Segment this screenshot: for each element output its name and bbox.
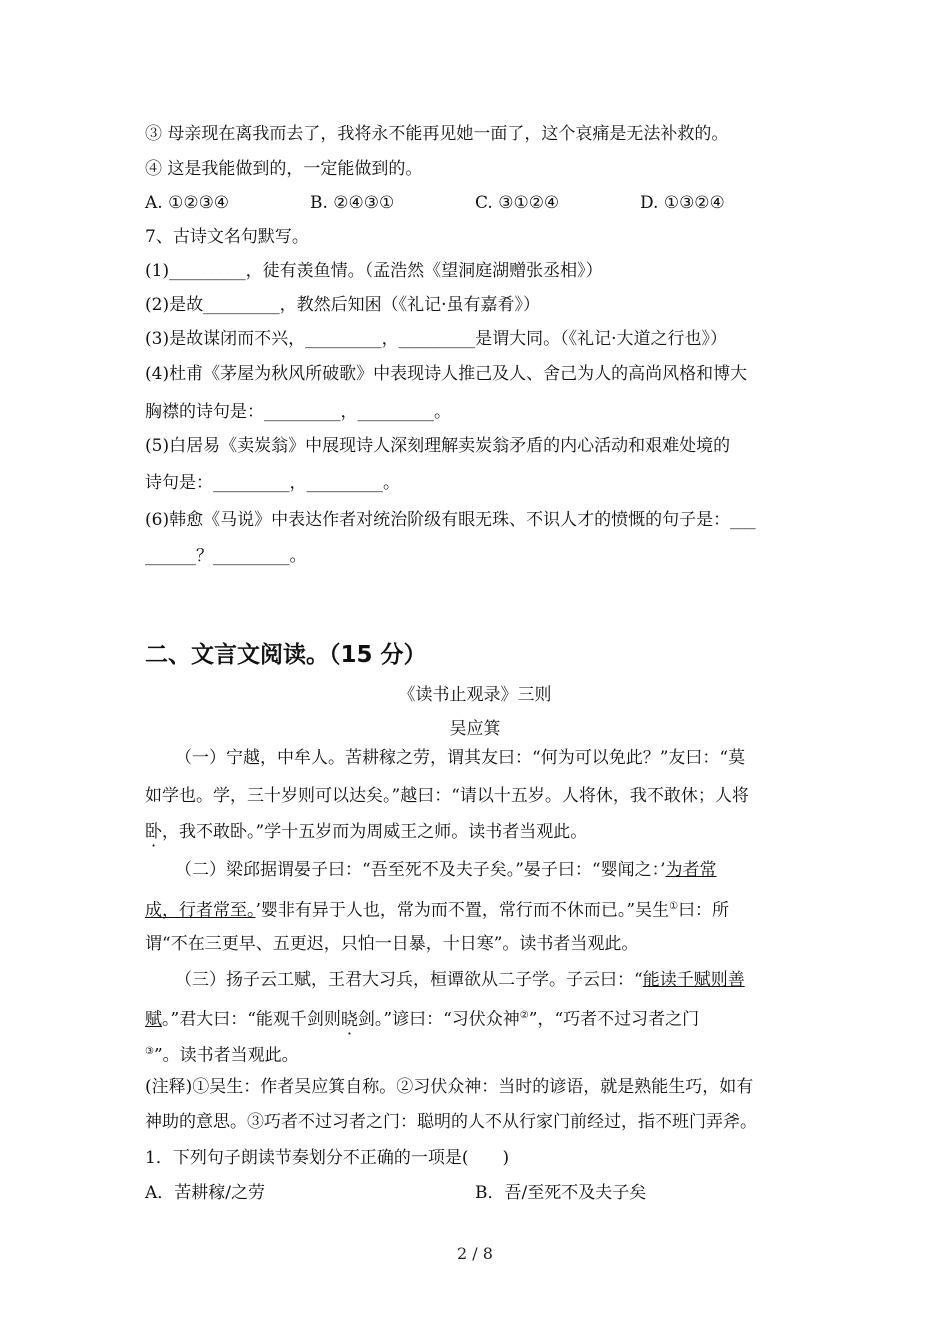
passage-1-line-3 bbox=[145, 820, 587, 844]
page-number: 2 / 8 bbox=[457, 1244, 493, 1263]
q7-line-6a: (6)韩愈《马说》中表达作者对统治阶级有眼无珠、不识人才的愤慨的句子是：___ bbox=[145, 510, 756, 530]
passage-2-line-3: 谓“不在三更早、五更迟，只怕一日暴，十日寒”。读书者当观此。 bbox=[145, 934, 639, 954]
notes-line-1: (注释)①吴生：作者吴应箕自称。②习伏众神：当时的谚语，就是熟能生巧，如有 bbox=[145, 1077, 754, 1097]
text-author: 吴应箕 bbox=[449, 719, 501, 739]
footnote-mark: ① bbox=[669, 901, 679, 912]
passage-2-line-1 bbox=[175, 858, 716, 882]
text-title: 《读书止观录》三则 bbox=[398, 685, 552, 705]
q7-line-1: (1)_________，徒有羡鱼情。（孟浩然《望洞庭湖赠张丞相》） bbox=[145, 261, 603, 281]
question-1-option-b: B．吾/至死不及夫子矣 bbox=[475, 1183, 647, 1203]
footnote-mark: ③ bbox=[145, 1046, 154, 1057]
passage-3-text: ”。读书者当观此。 bbox=[153, 1045, 299, 1066]
q7-line-3: (3)是故谋闭而不兴，_________，_________是谓大同。（《礼记·大道之行也》） bbox=[145, 329, 727, 349]
passage-3-line-3 bbox=[145, 1040, 299, 1068]
passage-3-line-1 bbox=[175, 968, 745, 992]
question-1: 1．下列句子朗读节奏划分不正确的一项是( ) bbox=[145, 1148, 510, 1168]
underlined-text: 能读千赋则善 bbox=[642, 970, 745, 990]
passage-1-line-3-text: ，我不敢卧。”学十五岁而为周威王之师。读书者当观此。 bbox=[162, 822, 588, 842]
underlined-text: 成，行者常至。 bbox=[145, 900, 256, 921]
q7-title: 7、古诗文名句默写。 bbox=[145, 227, 309, 247]
emphasis-char: 晓 bbox=[340, 1009, 358, 1030]
q7-line-6b: ______？_________。 bbox=[145, 546, 307, 566]
underlined-text: 赋 bbox=[145, 1009, 162, 1030]
emphasis-char: 卧 bbox=[145, 822, 162, 842]
passage-1-line-2: 如学也。学，三十岁则可以达矣。”越曰：“请以十五岁。人将休，我不敢休；人将 bbox=[145, 786, 749, 806]
q6-option-b: B. ②④③① bbox=[310, 193, 395, 213]
underlined-text: 为者常 bbox=[665, 860, 717, 880]
passage-3-text: 剑。”谚曰：“习伏众神 bbox=[357, 1009, 520, 1030]
q6-item-3: ③ 母亲现在离我而去了，我将永不能再见她一面了，这个哀痛是无法补救的。 bbox=[145, 124, 729, 144]
passage-1-line-1: （一）宁越，中牟人。苦耕稼之劳，谓其友曰：“何为可以免此？”友曰：“莫 bbox=[175, 748, 746, 768]
footnote-mark: ② bbox=[519, 1010, 529, 1021]
q7-line-5b: 诗句是：_________，_________。 bbox=[145, 473, 400, 493]
q6-option-a: A. ①②③④ bbox=[145, 193, 230, 213]
notes-line-2: 神助的意思。③巧者不过习者之门：聪明的人不从行家门前经过，指不班门弄斧。 bbox=[145, 1112, 757, 1132]
passage-3-text: 。”君大曰：“能观千剑则 bbox=[162, 1009, 341, 1030]
passage-3-text: ”，“巧者不过习者之门 bbox=[528, 1009, 700, 1030]
q6-option-c: C. ③①②④ bbox=[475, 193, 560, 213]
passage-2-text: （二）梁邱据谓晏子曰：“吾至死不及夫子矣。”晏子曰：“婴闻之：’ bbox=[175, 860, 666, 880]
passage-2-line-2 bbox=[145, 895, 729, 923]
q7-line-4b: 胸襟的诗句是：_________，_________。 bbox=[145, 402, 451, 422]
passage-3-text: （三）扬子云工赋，王君大习兵，桓谭欲从二子学。子云曰：“ bbox=[175, 970, 643, 990]
q7-line-2: (2)是故_________，教然后知困（《礼记·虽有嘉肴》） bbox=[145, 295, 540, 315]
passage-3-line-2 bbox=[145, 1004, 699, 1032]
question-1-option-a: A．苦耕稼/之劳 bbox=[145, 1183, 266, 1203]
section-heading: 二、文言文阅读。（15 分） bbox=[145, 642, 427, 668]
q7-line-4a: (4)杜甫《茅屋为秋风所破歌》中表现诗人推己及人、舍己为人的高尚风格和博大 bbox=[145, 364, 748, 384]
q7-line-5a: (5)白居易《卖炭翁》中展现诗人深刻理解卖炭翁矛盾的内心活动和艰难处境的 bbox=[145, 436, 731, 456]
passage-2-text: ’婴非有异于人也，常为而不置，常行而不休而已。”吴生 bbox=[255, 900, 670, 921]
passage-2-text: 曰：所 bbox=[678, 900, 730, 921]
q6-option-d: D. ①③②④ bbox=[640, 193, 725, 213]
q6-item-4: ④ 这是我能做到的，一定能做到的。 bbox=[145, 159, 423, 179]
q6-options bbox=[145, 191, 725, 215]
